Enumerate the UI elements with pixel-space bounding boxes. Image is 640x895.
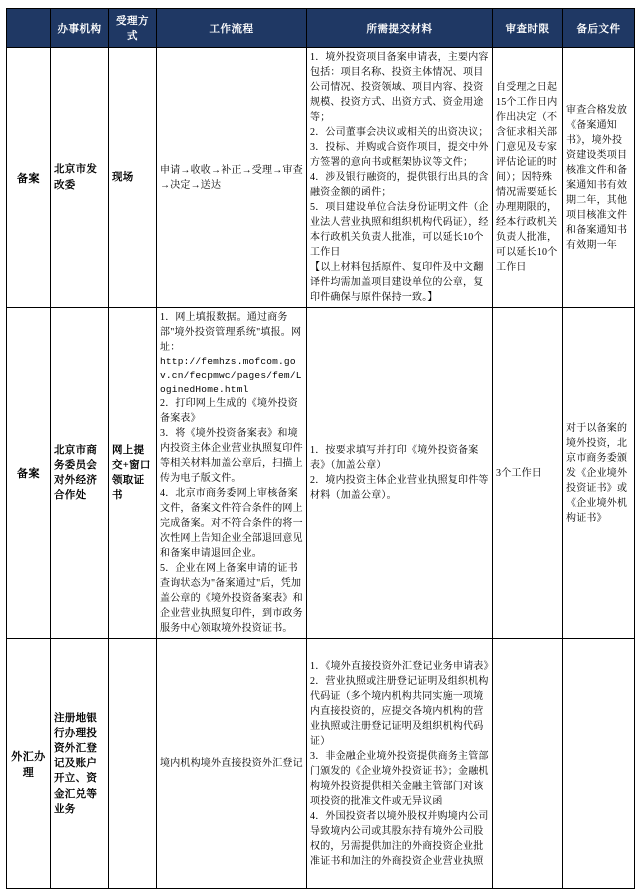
flow-step: 5．企业在网上备案申请的证书查询状态为"备案通过"后，凭加盖公章的《境外投资备案表》和企业营业执照复印件，到市政务服务中心领取境外投资证书。 (160, 563, 303, 635)
row-org: 北京市商务委员会对外经济合作处 (51, 308, 109, 639)
row-materials (307, 308, 493, 639)
procedure-table (6, 8, 635, 889)
flow-step: 1．网上填报数据。通过商务部"境外投资管理系统"填报。网址： (160, 312, 302, 353)
row-org: 注册地银行办理投资外汇登记及账户开立、资金汇兑等业务 (51, 639, 109, 889)
material-item: 4．涉及银行融资的，提供银行出具的含融资金额的函件； (310, 172, 489, 198)
material-item: 1．《境外直接投资外汇登记业务申请表》 (310, 660, 494, 672)
row-method: 网上提交+窗口领取证书 (109, 308, 157, 639)
material-item: 3．投标、并购或合资作项目，提交中外方签署的意向书或框架协议等文件； (310, 142, 489, 168)
column-header-docs: 备后文件 (563, 9, 635, 48)
row-category: 备案 (7, 308, 51, 639)
row-limit (493, 639, 563, 889)
material-item: 2．营业执照或注册登记证明及组织机构代码证（多个境内机构共同实施一项境内直接投资的，应提交各境内机构的营业执照或注册登记证明及组织机构代码证） (310, 675, 489, 747)
column-header-method: 受理方式 (109, 9, 157, 48)
row-limit: 自受理之日起15个工作日内作出决定（不含征求相关部门意见及专家评估论证的时间）；因特殊情况需要延长办理期限的，经本行政机关负责人批准，可以延长10个工作日 (493, 48, 563, 308)
flow-step: 3．将《境外投资备案表》和境内投资主体企业营业执照复印件等相关材料加盖公章后，扫描上传为电子版文件。 (160, 428, 303, 485)
column-header-limit: 审查时限 (493, 9, 563, 48)
row-flow (157, 308, 307, 639)
material-item: 4．外国投资者以境外股权并购境内公司导致境内公司或其股东持有境外公司股权的，另需提供加注的外商投资企业批准证书和加注的外商投资企业营业执照 (310, 810, 489, 867)
row-docs: 对于以备案的境外投资，北京市商务委颁发《企业境外投资证书》或《企业境外机构证书》 (563, 308, 635, 639)
row-org: 北京市发改委 (51, 48, 109, 308)
row-docs: 审查合格发放《备案通知书》，境外投资建设类项目核准文件和备案通知书有效期二年，其他项目核准文件和备案通知书有效期一年 (563, 48, 635, 308)
row-docs (563, 639, 635, 889)
row-method: 现场 (109, 48, 157, 308)
material-item: 3．非金融企业境外投资提供商务主管部门颁发的《企业境外投资证书》；金融机构境外投资提供相关金融主管部门对该项投资的批准文件或无异议函 (310, 750, 489, 807)
column-header-materials: 所需提交材料 (307, 9, 493, 48)
material-note: 【以上材料包括原件、复印件及中文翻译件均需加盖项目建设单位的公章，复印件确保与原件保持一致。】 (310, 262, 484, 303)
table-row (7, 308, 635, 639)
row-method (109, 639, 157, 889)
row-flow: 申请→收收→补正→受理→审查→决定→送达 (157, 48, 307, 308)
row-category: 外汇办理 (7, 639, 51, 889)
column-header-flow: 工作流程 (157, 9, 307, 48)
table-header (7, 9, 635, 48)
column-header-category (7, 9, 51, 48)
row-flow: 境内机构境外直接投资外汇登记 (157, 639, 307, 889)
flow-url: http://femhzs.mofcom.gov.cn/fecpmwc/pages/fem/LoginedHome.html (160, 356, 302, 395)
flow-step: 4．北京市商务委网上审核备案文件，备案文件符合条件的网上完成备案。对不符合条件的将一次性网上告知企业全部退回意见和备案申请退回企业。 (160, 488, 303, 560)
row-category: 备案 (7, 48, 51, 308)
row-materials (307, 48, 493, 308)
table-header-row (7, 9, 635, 48)
row-materials (307, 639, 493, 889)
table-row (7, 639, 635, 889)
material-item: 2．公司董事会决议或相关的出资决议； (310, 127, 489, 138)
flow-step: 2．打印网上生成的《境外投资备案表》 (160, 398, 298, 425)
table-body (7, 48, 635, 889)
material-item: 1．境外投资项目备案申请表，主要内容包括：项目名称、投资主体情况、项目公司情况、投资领域、项目内容、投资规模、投资方式、出资方式、资金用途等； (310, 52, 489, 123)
table-row (7, 48, 635, 308)
material-item: 5．项目建设单位合法身份证明文件（企业法人营业执照和组织机构代码证），经本行政机关负责人批准，可以延长10个工作日 (310, 202, 489, 258)
material-item: 1．按要求填写并打印《境外投资备案表》（加盖公章） (310, 445, 479, 472)
row-limit: 3个工作日 (493, 308, 563, 639)
material-item: 2．境内投资主体企业营业执照复印件等材料（加盖公章）。 (310, 475, 489, 502)
column-header-org: 办事机构 (51, 9, 109, 48)
